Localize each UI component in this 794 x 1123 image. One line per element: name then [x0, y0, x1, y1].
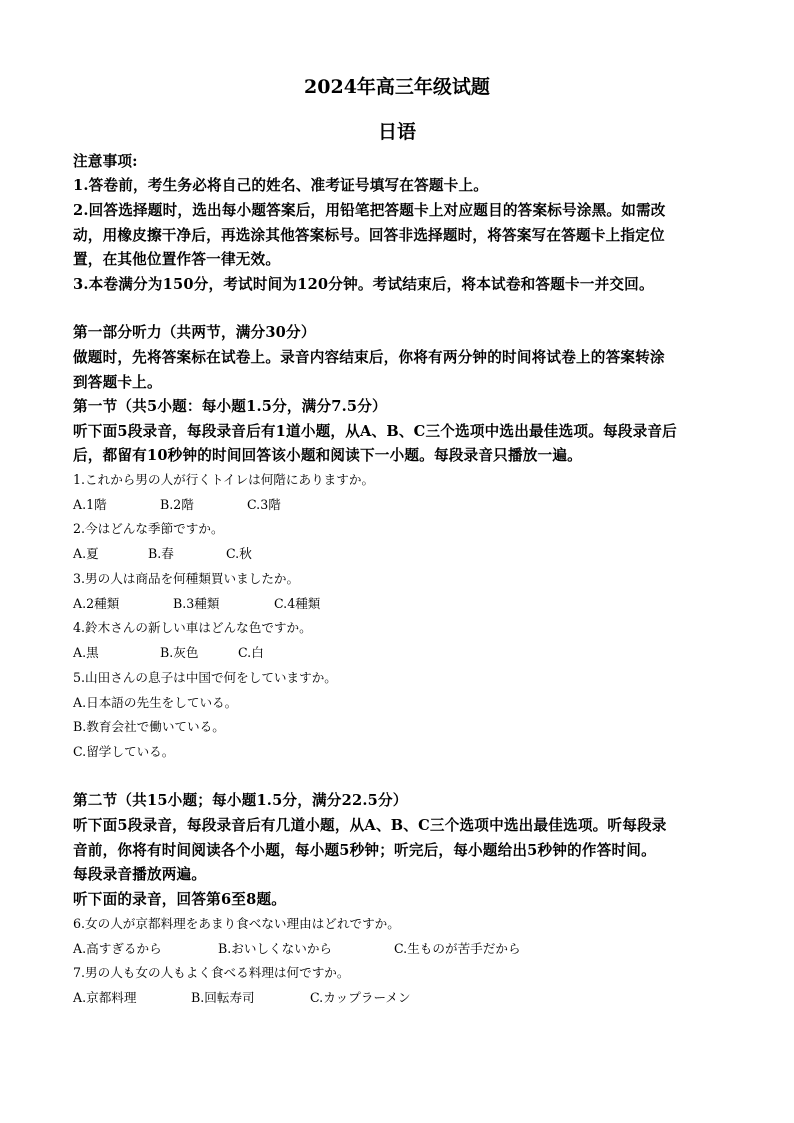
option-c: C.カップラーメン — [310, 990, 411, 1005]
notice-line: 3.本卷满分为150分，考试时间为120分钟。考试结束后，将本试卷和答题卡一并交回。 — [73, 276, 654, 293]
question-6: 6.女の人が京都料理をあまり食べない理由はどれですか。 — [73, 916, 400, 931]
section2-instruction: 音前，你将有时间阅读各个小题，每小题5秒钟；听完后，每小题给出5秒钟的作答时间。 — [73, 842, 656, 859]
option-c: C.白 — [238, 645, 264, 660]
notice-heading: 注意事项: — [73, 153, 138, 170]
option-c: C.4種類 — [274, 596, 321, 611]
option-b: B.教育会社で働いている。 — [73, 719, 225, 734]
part1-instruction: 到答题卡上。 — [73, 374, 162, 391]
question-4: 4.鈴木さんの新しい車はどんな色ですか。 — [73, 620, 312, 635]
option-b: B.回転寿司 — [191, 990, 255, 1005]
notice-line: 2.回答选择题时，选出每小题答案后，用铅笔把答题卡上对应题目的答案标号涂黑。如需改 — [73, 202, 666, 219]
option-c: C.生ものが苦手だから — [394, 941, 521, 956]
option-a: A.京都料理 — [73, 990, 137, 1005]
notice-line: 1.答卷前，考生务必将自己的姓名、准考证号填写在答题卡上。 — [73, 177, 489, 194]
option-a: A.黒 — [73, 645, 99, 660]
option-a: A.日本語の先生をしている。 — [73, 695, 238, 710]
section1-heading: 第一节（共5小题：每小题1.5分，满分7.5分） — [73, 398, 387, 415]
section2-instruction: 听下面5段录音，每段录音后有几道小题，从A、B、C三个选项中选出最佳选项。听每段录 — [73, 817, 667, 834]
option-a: A.夏 — [73, 546, 99, 561]
section1-instruction: 后，都留有10秒钟的时间回答该小题和阅读下一小题。每段录音只播放一遍。 — [73, 447, 582, 464]
option-b: B.3種類 — [173, 596, 220, 611]
question-2: 2.今はどんな季節ですか。 — [73, 521, 224, 536]
option-a: A.高すぎるから — [73, 941, 162, 956]
option-c: C.秋 — [226, 546, 252, 561]
option-b: B.おいしくないから — [218, 941, 333, 956]
question-3: 3.男の人は商品を何種類買いましたか。 — [73, 571, 300, 586]
question-5: 5.山田さんの息子は中国で何をしていますか。 — [73, 670, 337, 685]
option-c: C.留学している。 — [73, 744, 175, 759]
option-b: B.2階 — [160, 497, 194, 512]
section2-heading: 第二节（共15小题；每小题1.5分，满分22.5分） — [73, 792, 408, 809]
notice-line: 动，用橡皮擦干净后，再选涂其他答案标号。回答非选择题时，将答案写在答题卡上指定位 — [73, 227, 665, 244]
option-a: A.2種類 — [73, 596, 120, 611]
part1-heading: 第一部分听力（共两节，满分30分） — [73, 324, 316, 341]
section1-instruction: 听下面5段录音，每段录音后有1道小题，从A、B、C三个选项中选出最佳选项。每段录音后 — [73, 423, 677, 440]
subject-title: 日语 — [377, 121, 416, 143]
notice-line: 置，在其他位置作答一律无效。 — [73, 251, 281, 268]
section2-subheading: 听下面的录音，回答第6至8题。 — [73, 891, 287, 908]
question-1: 1.これから男の人が行くトイレは何階にありますか。 — [73, 472, 375, 487]
part1-instruction: 做题时，先将答案标在试卷上。录音内容结束后，你将有两分钟的时间将试卷上的答案转涂 — [73, 349, 665, 366]
exam-title: 2024年高三年级试题 — [304, 76, 490, 98]
section2-instruction: 每段录音播放两遍。 — [73, 866, 207, 883]
option-b: B.春 — [148, 546, 174, 561]
question-7: 7.男の人も女の人もよく食べる料理は何ですか。 — [73, 965, 350, 980]
option-a: A.1階 — [73, 497, 107, 512]
option-c: C.3階 — [247, 497, 281, 512]
option-b: B.灰色 — [160, 645, 199, 660]
